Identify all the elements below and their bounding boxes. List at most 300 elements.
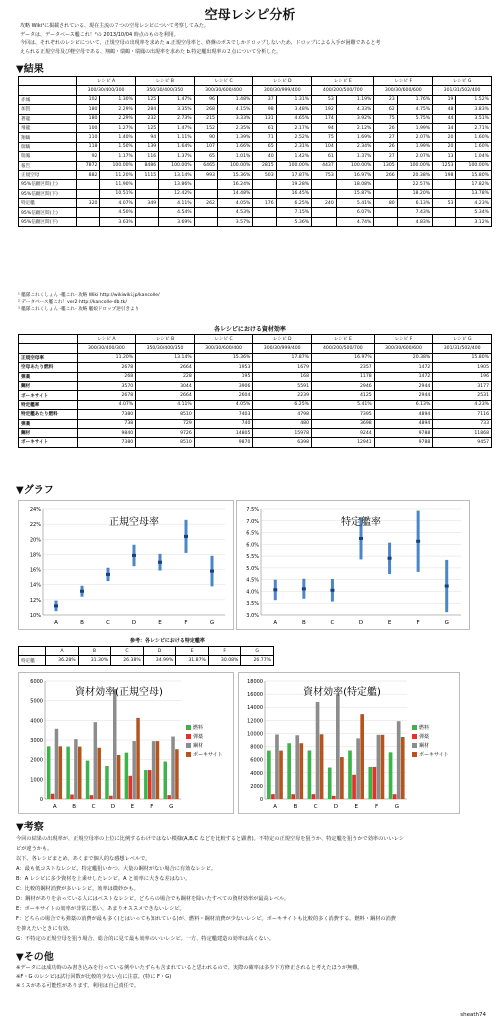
x-tick-label: E <box>130 804 135 810</box>
table-cell: 13.14% <box>159 170 194 179</box>
table-cell: 16.97% <box>312 353 375 362</box>
bar <box>287 743 291 799</box>
table-corner <box>19 335 78 344</box>
table-cell: 2664 <box>136 363 195 372</box>
table-row <box>19 363 492 372</box>
table-cell: 34.99% <box>143 656 176 665</box>
bar <box>397 721 401 799</box>
data-point <box>184 535 188 538</box>
table-cell: 16.45% <box>276 189 311 198</box>
x-tick-label: A <box>273 804 278 810</box>
footnote: ³ 艦隊これくしょん -艦これ- 攻略 艦娘ドロップ逆引きより <box>18 307 140 312</box>
table-cell: 98 <box>253 105 276 114</box>
table-cell: 3.12% <box>456 217 492 226</box>
bar <box>275 734 279 799</box>
row-label: 瑞鶴 <box>19 142 77 151</box>
consider-line: D：鋼材がありを余っている人にはベストなレシピ。どちらの場合でも鋼材を除いたすべての資材効率が最高レベル。 <box>16 896 290 902</box>
y-tick-label: 6.5% <box>246 530 259 537</box>
table-cell: 3.51% <box>456 114 492 123</box>
table-cell: 26 <box>374 123 397 132</box>
table-cell <box>312 217 337 226</box>
table-cell: 65 <box>253 142 276 151</box>
table-amount-row <box>19 86 492 95</box>
table-cell: 3.83% <box>456 105 492 114</box>
bar <box>316 702 320 799</box>
table-cell: 26.38% <box>111 656 144 665</box>
bar <box>320 734 324 799</box>
bar <box>125 753 128 799</box>
table-cell: 11868 <box>433 428 492 437</box>
table-cell: 4.23% <box>456 199 492 208</box>
table-cell: 176 <box>253 199 276 208</box>
section-consider-heading: ▼考察 <box>16 822 44 833</box>
table-cell: 1.99% <box>397 142 432 151</box>
table-cell: 1178 <box>312 372 375 381</box>
table-cell: 2604 <box>194 391 253 400</box>
recipe-header: レシピ F <box>374 335 433 344</box>
table-cell: 4798 <box>253 410 312 419</box>
x-tick-label: E <box>158 620 162 626</box>
y-tick-label: 0 <box>259 797 263 803</box>
table-cell: 2664 <box>136 391 195 400</box>
x-tick-label: G <box>209 620 215 626</box>
table-row <box>19 161 492 170</box>
table-cell <box>433 189 456 198</box>
table-cell: 232 <box>135 114 158 123</box>
table-cell: 215 <box>194 114 217 123</box>
y-tick-label: 4000 <box>30 718 43 725</box>
table-cell: 480 <box>253 419 312 428</box>
table-cell: 9457 <box>433 438 492 447</box>
table-cell: 1.76% <box>397 95 432 104</box>
bar <box>148 770 151 799</box>
table-cell: 4894 <box>374 410 433 419</box>
table-cell: 1.01% <box>217 152 252 161</box>
table-cell: 174 <box>312 114 337 123</box>
y-tick-label: 5.0% <box>246 565 259 572</box>
bar <box>55 729 58 799</box>
table-cell: 6465 <box>194 161 217 170</box>
table-cell: 262 <box>194 199 217 208</box>
table-cell: 2.71% <box>456 123 492 132</box>
y-tick-label: 16000 <box>247 692 263 699</box>
row-label: 特定艦 <box>19 199 77 208</box>
table-cell: 8510 <box>136 438 195 447</box>
table-cell: 1.11% <box>159 133 194 142</box>
table-row <box>19 353 492 362</box>
table-cell: 7116 <box>433 410 492 419</box>
bar <box>74 739 77 799</box>
x-tick-label: F <box>150 804 154 810</box>
x-tick-label: D <box>333 804 339 810</box>
bar <box>308 750 312 799</box>
table-cell: 1.47% <box>159 123 194 132</box>
recipe-amount: 400/200/500/700 <box>312 344 375 353</box>
bar <box>356 738 360 799</box>
table-cell: 100.00% <box>100 161 135 170</box>
table-cell: 65 <box>194 152 217 161</box>
table-cell: 1905 <box>433 363 492 372</box>
row-label: 飛龍 <box>19 123 77 132</box>
recipe-amount: 300/30/400/300 <box>77 344 136 353</box>
intro-line: 攻略 Wiki¹に掲載されている、現在主流の７つの空母レシピについて考察してみた。 <box>20 23 209 29</box>
table-cell: 195 <box>194 372 253 381</box>
legend-swatch <box>186 725 191 730</box>
data-point <box>359 537 363 540</box>
table-cell: 11.20% <box>77 353 136 362</box>
table-cell: 4.07% <box>77 400 136 409</box>
y-tick-label: 10000 <box>247 731 263 738</box>
chart-title: 資材効率(正規空母) <box>75 687 163 698</box>
table-cell: 1.04% <box>456 152 492 161</box>
table-cell: 198 <box>433 170 456 179</box>
row-label: ボーキサイト <box>19 391 78 400</box>
table-cell <box>253 180 276 189</box>
legend-swatch <box>412 752 417 757</box>
table-cell: 3.63% <box>100 217 135 226</box>
table-cell: 1.50% <box>100 142 135 151</box>
consider-line: F：どちらの場合でも弾薬の消費が最も多く(とはいっても知れている)が、燃料・鋼材消費が少ないレシピ。ボーキサイトも比較的多く消費する。燃料・鋼材の消費 <box>16 916 396 922</box>
recipe-amount: 300/30/999/400 <box>253 86 312 95</box>
table-cell: 196 <box>433 372 492 381</box>
recipe-amount: 300/30/400/300 <box>77 86 136 95</box>
table-cell: 4.75% <box>397 105 432 114</box>
other-line: ※F・G のレシピは試行回数が比較的少ない点に注意。(特に F・G) <box>16 974 172 980</box>
table-cell: 4894 <box>374 419 433 428</box>
table-cell: 118 <box>77 142 100 151</box>
table-cell: 100.00% <box>159 161 194 170</box>
table-cell: 4125 <box>312 391 375 400</box>
bar <box>279 751 283 799</box>
table-cell: 1.99% <box>397 123 432 132</box>
table-cell: 53 <box>312 95 337 104</box>
table-cell: 1953 <box>194 363 253 372</box>
table-cell: 2.29% <box>100 105 135 114</box>
recipe-amount: 301/31/502/400 <box>433 86 492 95</box>
x-tick-label: E <box>354 804 359 810</box>
table-row <box>19 199 492 208</box>
table-row <box>19 381 492 390</box>
table-corner <box>19 344 78 353</box>
table-row <box>19 123 492 132</box>
x-tick-label: A <box>52 804 57 810</box>
table-cell: 240 <box>312 199 337 208</box>
table-cell: 2.12% <box>336 123 374 132</box>
x-tick-label: A <box>54 620 58 626</box>
table-row <box>19 142 492 151</box>
table-cell: 168 <box>253 372 312 381</box>
table-cell: 4.05% <box>217 199 252 208</box>
table-cell: 34 <box>433 123 456 132</box>
x-tick-label: D <box>358 620 364 626</box>
recipe-header: A <box>46 647 79 656</box>
table-cell: 7395 <box>312 410 375 419</box>
legend-swatch <box>412 725 417 730</box>
table-cell: 2.07% <box>397 152 432 161</box>
x-tick-label: B <box>72 804 77 810</box>
table-cell: 13.78% <box>456 189 492 198</box>
table-cell: 31.87% <box>176 656 209 665</box>
row-label: 加賀 <box>19 105 77 114</box>
y-tick-label: 12000 <box>247 718 263 725</box>
table-cell: 125 <box>135 123 158 132</box>
bar <box>129 776 132 799</box>
bar <box>113 689 116 799</box>
table-cell: 61 <box>312 152 337 161</box>
table-cell <box>194 217 217 226</box>
table-cell <box>253 217 276 226</box>
recipe-header: レシピ C <box>194 77 253 86</box>
bar <box>47 746 50 799</box>
table-cell: 27 <box>374 133 397 142</box>
table-row <box>19 419 492 428</box>
table-cell: 3.57% <box>217 217 252 226</box>
table-cell: 16.97% <box>336 170 374 179</box>
table-cell: 1115 <box>135 170 158 179</box>
table-header-row <box>19 77 492 86</box>
table-cell <box>135 208 158 217</box>
row-label: 鋼材 <box>19 428 78 437</box>
table-cell: 9244 <box>312 428 375 437</box>
table-cell: 11.20% <box>100 170 135 179</box>
table-row <box>19 208 492 217</box>
table-corner <box>19 77 77 86</box>
data-point <box>416 540 420 543</box>
row-label: 特定艦 <box>19 656 46 665</box>
table-cell: 2944 <box>374 381 433 390</box>
recipe-header: G <box>241 647 274 656</box>
row-label: 正規空母率 <box>19 353 78 362</box>
y-tick-label: 4.5% <box>246 577 259 584</box>
consider-line: を抑えたいときに有効。 <box>16 926 74 932</box>
table-cell: 3698 <box>312 419 375 428</box>
data-point <box>132 554 136 557</box>
table-cell: 4.23% <box>433 400 492 409</box>
row-label: 報告 <box>19 161 77 170</box>
table-cell: 5.41% <box>336 199 374 208</box>
table-cell: 80 <box>374 199 397 208</box>
table-cell: 503 <box>253 170 276 179</box>
x-tick-label: C <box>106 620 110 626</box>
bar <box>377 735 381 799</box>
table-cell: 4.53% <box>217 208 252 217</box>
consider-text <box>16 834 488 944</box>
table-cell <box>433 180 456 189</box>
data-point <box>388 557 392 560</box>
recipe-header: レシピ A <box>77 335 136 344</box>
table-cell: 15.87% <box>336 189 374 198</box>
table-cell: 733 <box>433 419 492 428</box>
y-tick-label: 2000 <box>30 757 43 764</box>
row-label: 空母あたり燃料 <box>19 363 78 372</box>
table-cell: 4.74% <box>336 217 374 226</box>
bar <box>348 751 352 799</box>
table-cell: 61 <box>253 123 276 132</box>
table-cell: 3.69% <box>159 217 194 226</box>
table-cell: 4.54% <box>159 208 194 217</box>
table-cell: 2.29% <box>100 114 135 123</box>
table-cell: 2.34% <box>336 142 374 151</box>
table-cell: 2.35% <box>217 123 252 132</box>
table-cell: 19.28% <box>276 180 311 189</box>
bar <box>393 794 397 799</box>
bar <box>271 794 275 799</box>
bar <box>51 794 54 799</box>
recipe-header: レシピ D <box>253 77 312 86</box>
data-point <box>330 589 334 592</box>
recipe-header: レシピ B <box>136 335 195 344</box>
table-cell: 266 <box>374 170 397 179</box>
table-cell: 3906 <box>194 381 253 390</box>
table-row <box>19 180 492 189</box>
x-tick-label: G <box>394 804 399 810</box>
row-label: 瑞鳳 <box>19 152 77 161</box>
recipe-amount: 300/30/600/400 <box>194 86 253 95</box>
table-cell: 2.52% <box>276 133 311 142</box>
table-cell: 7380 <box>77 410 136 419</box>
legend-label: 燃料 <box>419 725 430 731</box>
section-graph-heading: ▼グラフ <box>16 485 54 496</box>
x-tick-label: F <box>184 620 188 626</box>
table-cell <box>77 189 100 198</box>
bar <box>156 741 159 799</box>
bar <box>66 747 69 799</box>
table-cell: 6398 <box>253 438 312 447</box>
table-cell <box>374 180 397 189</box>
table-row <box>19 133 492 142</box>
bar <box>295 735 299 799</box>
bar <box>105 766 108 799</box>
consider-line: A：最も低コストなレシピ。特定艦狙いかつ、大量の鋼材がない場合に有効なレシピ。 <box>16 866 217 872</box>
table-cell: 2239 <box>253 391 312 400</box>
table-cell: 110 <box>77 133 100 142</box>
table-cell: 1679 <box>253 363 312 372</box>
table-cell: 729 <box>136 419 195 428</box>
chart-title: 資材効率(特定艦) <box>303 687 381 698</box>
table-cell: 3044 <box>136 381 195 390</box>
bar <box>340 757 344 799</box>
x-tick-label: C <box>91 804 96 810</box>
table-cell: 3570 <box>77 381 136 390</box>
x-tick-label: F <box>374 804 379 810</box>
table-cell: 2357 <box>312 363 375 372</box>
x-tick-label: B <box>301 620 306 626</box>
table-cell: 94 <box>312 123 337 132</box>
data-point <box>80 590 84 593</box>
table-cell: 53 <box>433 199 456 208</box>
table-cell: 1253 <box>433 161 456 170</box>
bar <box>152 741 155 799</box>
table-cell: 2.07% <box>397 133 432 142</box>
table-cell: 5.41% <box>312 400 375 409</box>
table-cell: 100.00% <box>397 161 432 170</box>
y-tick-label: 18% <box>29 552 41 559</box>
table-cell: 4.07% <box>100 199 135 208</box>
table-cell: 26 <box>374 142 397 151</box>
table-cell: 23 <box>374 95 397 104</box>
table-cell: 13.86% <box>159 180 194 189</box>
bar <box>164 762 167 799</box>
table-cell: 7872 <box>77 161 100 170</box>
table-cell: 2946 <box>312 381 375 390</box>
legend-swatch <box>186 734 191 739</box>
table-cell: 7.43% <box>397 208 432 217</box>
row-label: 特定艦率 <box>19 400 78 409</box>
other-line: ※データには成功時のみ書き込みを行っている例やいたずらも含まれていると思われるので、実際の確率は多少下方修正されると考えたほうが無難。 <box>16 965 363 971</box>
bar <box>328 768 332 799</box>
table-cell <box>312 180 337 189</box>
recipe-header: レシピ G <box>433 77 492 86</box>
recipe-header: レシピ A <box>77 77 136 86</box>
table-cell: 1.60% <box>456 142 492 151</box>
table-cell: 100.00% <box>276 161 311 170</box>
table-cell: 4.50% <box>100 208 135 217</box>
table-cell: 1.17% <box>100 152 135 161</box>
table-cell: 18.08% <box>336 180 374 189</box>
row-label: 95%信頼区間(下) <box>19 189 77 198</box>
row-label: 95%信頼区間(上) <box>19 208 77 217</box>
reference-table-title: 参考：各レシピにおける特定艦率 <box>130 638 205 644</box>
table-cell <box>135 180 158 189</box>
row-label: 正規空母 <box>19 170 77 179</box>
table-cell: 349 <box>135 199 158 208</box>
recipe-header: レシピ B <box>135 77 194 86</box>
table-cell: 12941 <box>312 438 375 447</box>
table-cell: 1305 <box>374 161 397 170</box>
recipe-amount: 300/30/600/600 <box>374 86 433 95</box>
y-tick-label: 16% <box>29 567 41 574</box>
recipe-amount: 350/30/400/350 <box>136 344 195 353</box>
table-row <box>19 410 492 419</box>
table-cell <box>312 208 337 217</box>
table-cell <box>194 208 217 217</box>
table-row <box>19 114 492 123</box>
x-tick-label: G <box>169 804 174 810</box>
recipe-header: レシピ G <box>433 335 492 344</box>
data-point <box>210 570 214 573</box>
table-row <box>19 391 492 400</box>
bar <box>109 796 112 799</box>
bar <box>381 735 385 799</box>
table-cell: 17.87% <box>253 353 312 362</box>
table-cell: 11.90% <box>100 180 135 189</box>
row-label: ボーキサイト <box>19 438 78 447</box>
x-tick-label: D <box>131 620 137 626</box>
table-row <box>19 217 492 226</box>
table-cell: 100.00% <box>336 161 374 170</box>
y-tick-label: 14% <box>29 582 41 589</box>
table-cell: 20 <box>433 133 456 142</box>
table-cell: 3177 <box>433 381 492 390</box>
table-cell: 882 <box>77 170 100 179</box>
table-cell: 1.19% <box>336 95 374 104</box>
table-cell: 1.52% <box>456 95 492 104</box>
table-cell <box>253 208 276 217</box>
table-cell: 20.38% <box>374 353 433 362</box>
y-tick-label: 18000 <box>247 679 263 685</box>
other-text <box>16 964 488 991</box>
legend-swatch <box>412 743 417 748</box>
legend-label: 鋼材 <box>419 743 430 749</box>
section-other-heading: ▼その他 <box>16 952 54 963</box>
table-cell: 62 <box>374 105 397 114</box>
bar <box>78 747 81 799</box>
x-tick-label: C <box>313 804 318 810</box>
table-row <box>19 656 274 665</box>
table-cell: 1472 <box>374 363 433 372</box>
table-cell: 7380 <box>77 438 136 447</box>
table-cell: 268 <box>77 372 136 381</box>
